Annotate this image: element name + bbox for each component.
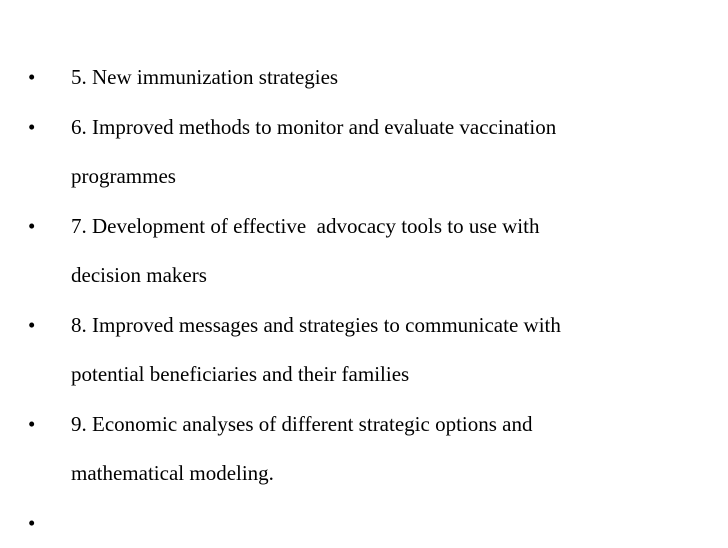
bullet-icon: • <box>28 103 35 153</box>
list-item-empty <box>28 499 708 548</box>
list-item-text-continued: programmes <box>71 152 708 202</box>
list-item-text: 5. New immunization strategies <box>71 53 708 103</box>
bullet-icon: • <box>28 499 35 548</box>
bullet-icon: • <box>28 400 35 450</box>
list-item-text: 6. Improved methods to monitor and evaluate vaccination <box>71 103 708 153</box>
list-item-5 <box>28 53 708 103</box>
list-item-text-continued: decision makers <box>71 251 708 301</box>
list-item-text: 7. Development of effective advocacy tools to use with <box>71 202 708 252</box>
list-item-text: 9. Economic analyses of different strategic options and <box>71 400 708 450</box>
list-item-text-empty <box>71 499 708 548</box>
bullet-list <box>28 53 708 548</box>
list-item-text: 8. Improved messages and strategies to communicate with <box>71 301 708 351</box>
list-item-text-continued: potential beneficiaries and their families <box>71 350 708 400</box>
bullet-icon: • <box>28 202 35 252</box>
list-item-8 <box>28 301 708 400</box>
bullet-icon: • <box>28 301 35 351</box>
list-item-text-continued: mathematical modeling. <box>71 449 708 499</box>
list-item-9 <box>28 400 708 499</box>
bullet-icon: • <box>28 53 35 103</box>
list-item-7 <box>28 202 708 301</box>
list-item-6 <box>28 103 708 202</box>
